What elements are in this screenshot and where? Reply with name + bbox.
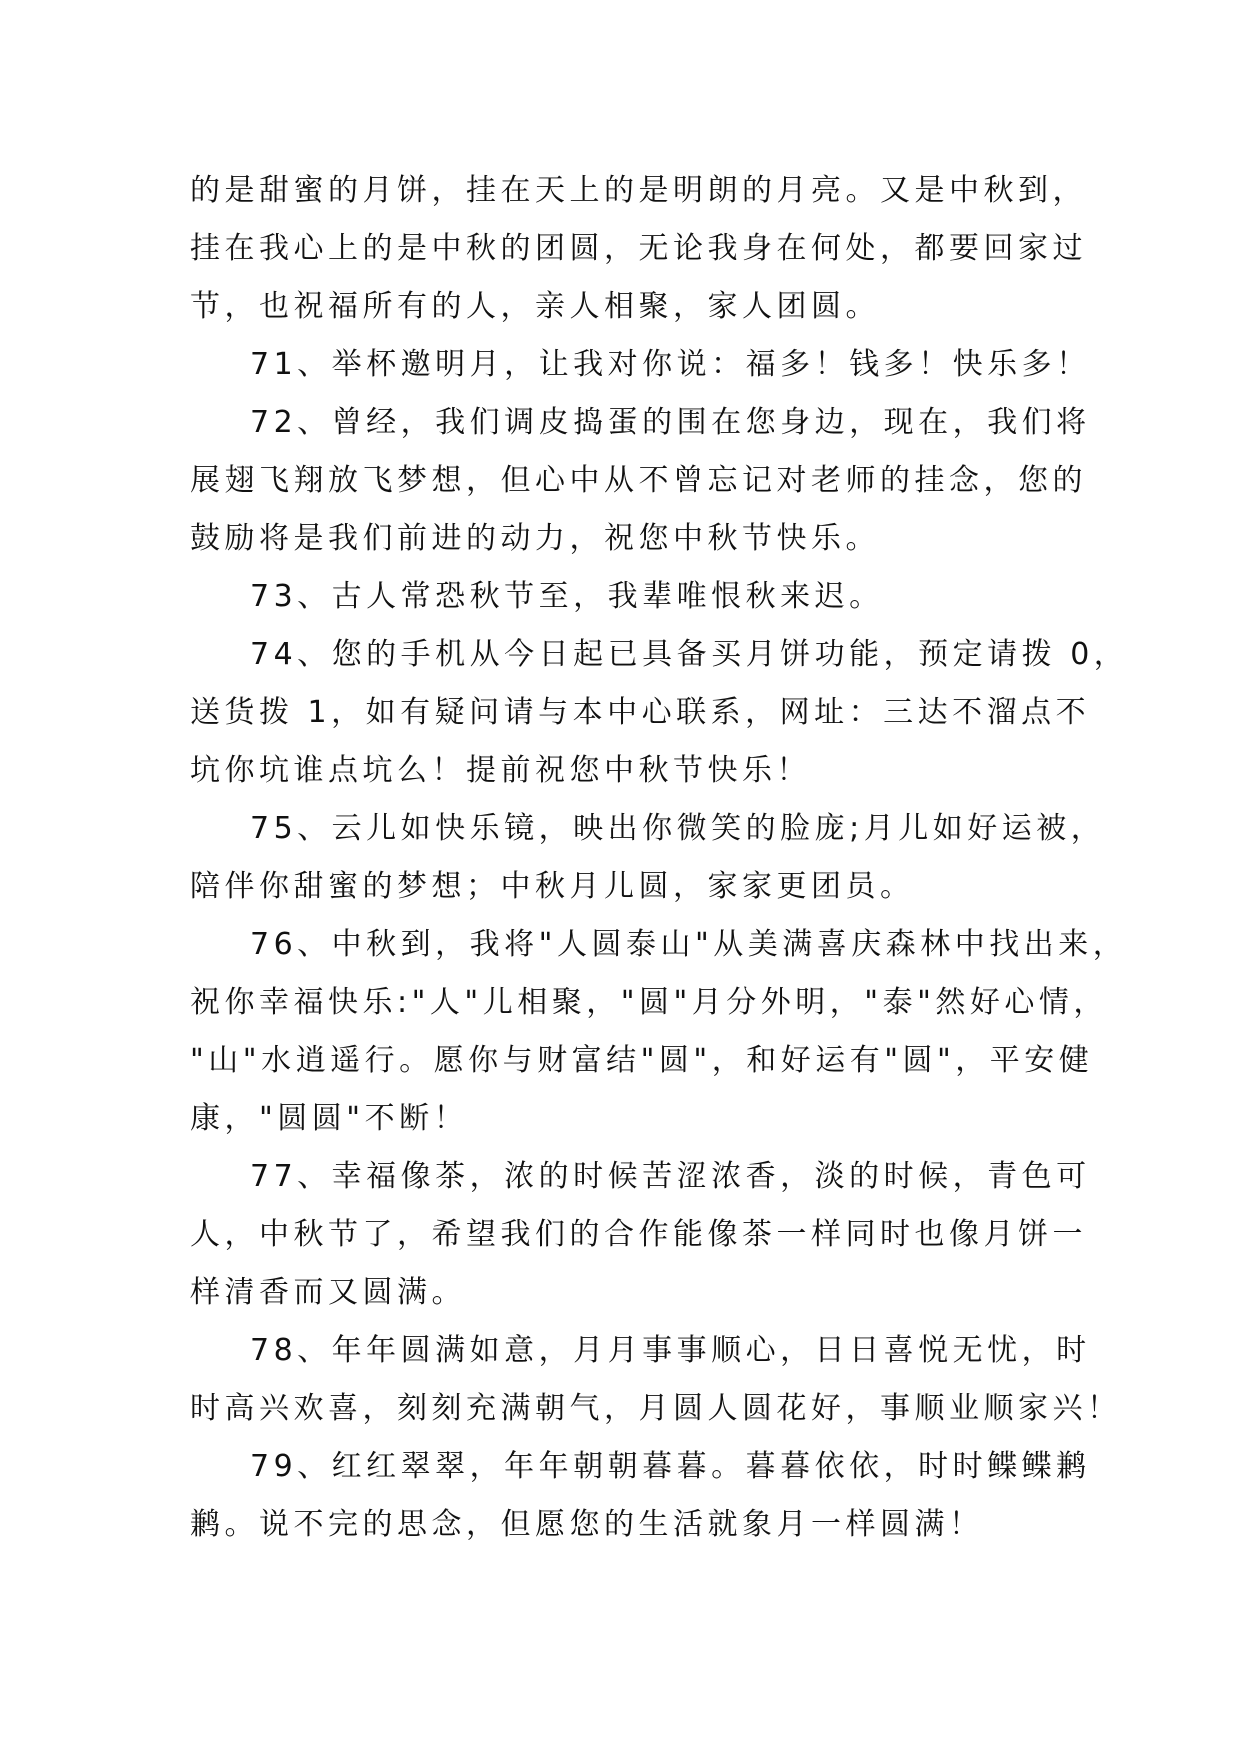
text-line: 74、您的手机从今日起已具备买月饼功能，预定请拨 0， xyxy=(250,637,1129,672)
text-line: "山"水逍遥行。愿你与财富结"圆"，和好运有"圆"，平安健 xyxy=(190,1043,1094,1078)
text-line: 时高兴欢喜，刻刻充满朝气，月圆人圆花好，事顺业顺家兴！ xyxy=(190,1391,1122,1426)
text-line: 78、年年圆满如意，月月事事顺心，日日喜悦无忧，时 xyxy=(250,1333,1091,1368)
text-line: 76、中秋到，我将"人圆泰山"从美满喜庆森林中找出来， xyxy=(250,927,1128,962)
text-line: 79、红红翠翠，年年朝朝暮暮。暮暮依依，时时鲽鲽鹣 xyxy=(250,1449,1091,1484)
text-line: 坑你坑谁点坑么！提前祝您中秋节快乐！ xyxy=(190,753,811,788)
text-line: 展翅飞翔放飞梦想，但心中从不曾忘记对老师的挂念，您的 xyxy=(190,463,1087,498)
document-body xyxy=(190,162,1129,1554)
text-line: 73、古人常恐秋节至，我辈唯恨秋来迟。 xyxy=(250,579,884,614)
text-line: 送货拨 1，如有疑问请与本中心联系，网址：三达不溜点不 xyxy=(190,695,1091,730)
text-line: 陪伴你甜蜜的梦想；中秋月儿圆，家家更团员。 xyxy=(190,869,915,904)
text-line: 鼓励将是我们前进的动力，祝您中秋节快乐。 xyxy=(190,521,880,556)
text-line: 71、举杯邀明月，让我对你说：福多！钱多！快乐多！ xyxy=(250,347,1091,382)
text-line: 节，也祝福所有的人，亲人相聚，家人团圆。 xyxy=(190,289,880,324)
text-line: 的是甜蜜的月饼，挂在天上的是明朗的月亮。又是中秋到， xyxy=(190,173,1087,208)
text-line: 72、曾经，我们调皮捣蛋的围在您身边，现在，我们将 xyxy=(250,405,1091,440)
text-line: 人，中秋节了，希望我们的合作能像茶一样同时也像月饼一 xyxy=(190,1217,1087,1252)
text-line: 祝你幸福快乐:"人"儿相聚，"圆"月分外明，"泰"然好心情， xyxy=(190,985,1108,1020)
text-line: 鹣。说不完的思念，但愿您的生活就象月一样圆满！ xyxy=(190,1507,984,1542)
text-line: 挂在我心上的是中秋的团圆，无论我身在何处，都要回家过 xyxy=(190,231,1087,266)
text-line: 77、幸福像茶，浓的时候苦涩浓香，淡的时候，青色可 xyxy=(250,1159,1091,1194)
text-line: 样清香而又圆满。 xyxy=(190,1275,466,1310)
text-line: 康，"圆圆"不断！ xyxy=(190,1101,469,1136)
text-line: 75、云儿如快乐镜，映出你微笑的脸庞;月儿如好运被， xyxy=(250,811,1106,846)
